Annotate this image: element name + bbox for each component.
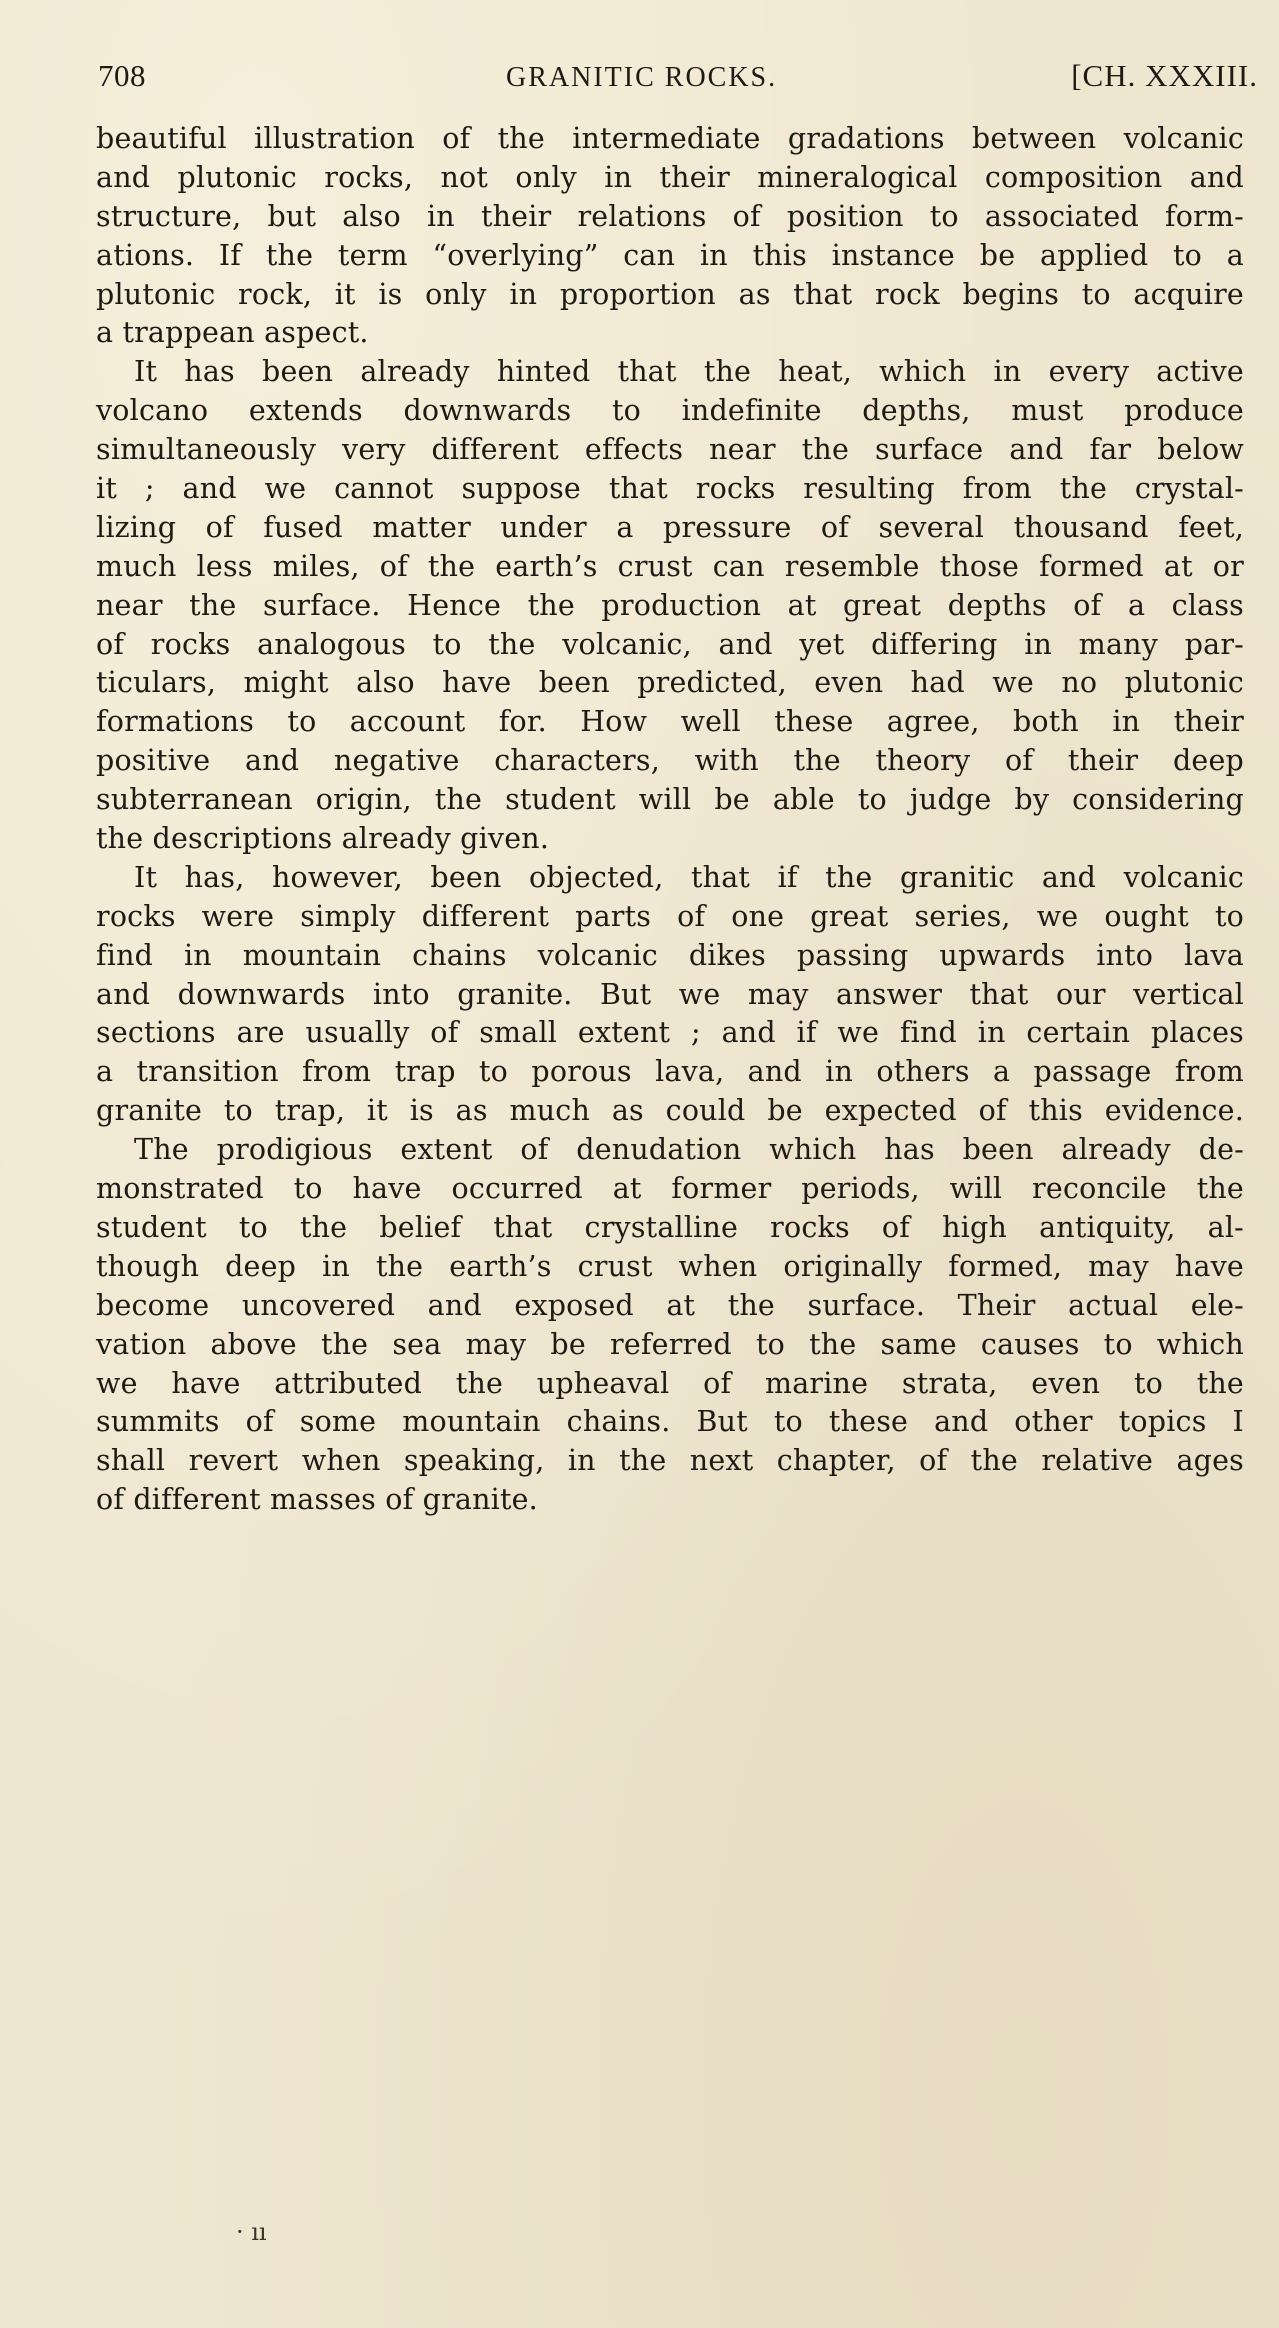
text-line: become uncovered and exposed at the surface. Their actual ele- bbox=[96, 1288, 1244, 1322]
text-line: positive and negative characters, with the theory of their deep bbox=[96, 744, 1244, 778]
text-line: subterranean origin, the student will be able to judge by considering bbox=[96, 783, 1244, 817]
text-line: sections are usually of small extent ; and if we find in certain places bbox=[96, 1016, 1244, 1050]
text-line: granite to trap, it is as much as could be expected of this evidence. bbox=[96, 1094, 1244, 1128]
text-line: lizing of fused matter under a pressure of several thousand feet, bbox=[96, 510, 1244, 544]
text-line: shall revert when speaking, in the next chapter, of the relative ages bbox=[96, 1444, 1244, 1478]
text-line: ticulars, might also have been predicted, even had we no plutonic bbox=[96, 666, 1244, 700]
page-header bbox=[98, 58, 1262, 108]
stray-mark: · ıı bbox=[236, 2218, 267, 2246]
text-line: simultaneously very different effects near the surface and far below bbox=[96, 433, 1244, 467]
text-line: of different masses of granite. bbox=[96, 1483, 538, 1517]
text-line: summits of some mountain chains. But to these and other topics I bbox=[96, 1405, 1244, 1439]
running-title: GRANITIC ROCKS. bbox=[506, 62, 778, 93]
text-line: a trappean aspect. bbox=[96, 316, 369, 350]
text-line: and plutonic rocks, not only in their mineralogical composition and bbox=[96, 160, 1244, 194]
text-line: structure, but also in their relations of position to associated form- bbox=[96, 199, 1244, 233]
text-line: formations to account for. How well these agree, both in their bbox=[96, 705, 1244, 739]
text-line: though deep in the earth’s crust when originally formed, may have bbox=[96, 1249, 1244, 1283]
text-line: volcano extends downwards to indefinite depths, must produce bbox=[96, 394, 1244, 428]
text-line: and downwards into granite. But we may answer that our vertical bbox=[96, 977, 1244, 1011]
text-line: near the surface. Hence the production at great depths of a class bbox=[96, 588, 1244, 622]
text-line: a transition from trap to porous lava, and in others a passage from bbox=[96, 1055, 1244, 1089]
text-line: it ; and we cannot suppose that rocks resulting from the crystal- bbox=[96, 472, 1244, 506]
paragraph-start-line: It has, however, been objected, that if the granitic and volcanic bbox=[134, 860, 1244, 894]
text-line: find in mountain chains volcanic dikes passing upwards into lava bbox=[96, 938, 1244, 972]
body-text bbox=[96, 120, 1244, 1520]
text-line: student to the belief that crystalline rocks of high antiquity, al- bbox=[96, 1210, 1244, 1244]
text-line: plutonic rock, it is only in proportion as that rock begins to acquire bbox=[96, 277, 1244, 311]
text-line: we have attributed the upheaval of marine strata, even to the bbox=[96, 1366, 1244, 1400]
page-number: 708 bbox=[98, 58, 146, 93]
text-line: vation above the sea may be referred to the same causes to which bbox=[96, 1327, 1244, 1361]
chapter-reference: [CH. XXXIII. bbox=[1071, 58, 1258, 93]
text-line: ations. If the term “overlying” can in this instance be applied to a bbox=[96, 238, 1244, 272]
paragraph-start-line: The prodigious extent of denudation which has been already de- bbox=[134, 1133, 1244, 1167]
text-line: monstrated to have occurred at former periods, will reconcile the bbox=[96, 1172, 1244, 1206]
text-line: the descriptions already given. bbox=[96, 822, 550, 856]
text-line: beautiful illustration of the intermediate gradations between volcanic bbox=[96, 122, 1244, 155]
text-line: much less miles, of the earth’s crust can resemble those formed at or bbox=[96, 549, 1244, 583]
text-line: rocks were simply different parts of one great series, we ought to bbox=[96, 899, 1244, 933]
text-line: of rocks analogous to the volcanic, and yet differing in many par- bbox=[96, 627, 1244, 661]
paragraph-start-line: It has been already hinted that the heat, which in every active bbox=[134, 355, 1244, 389]
